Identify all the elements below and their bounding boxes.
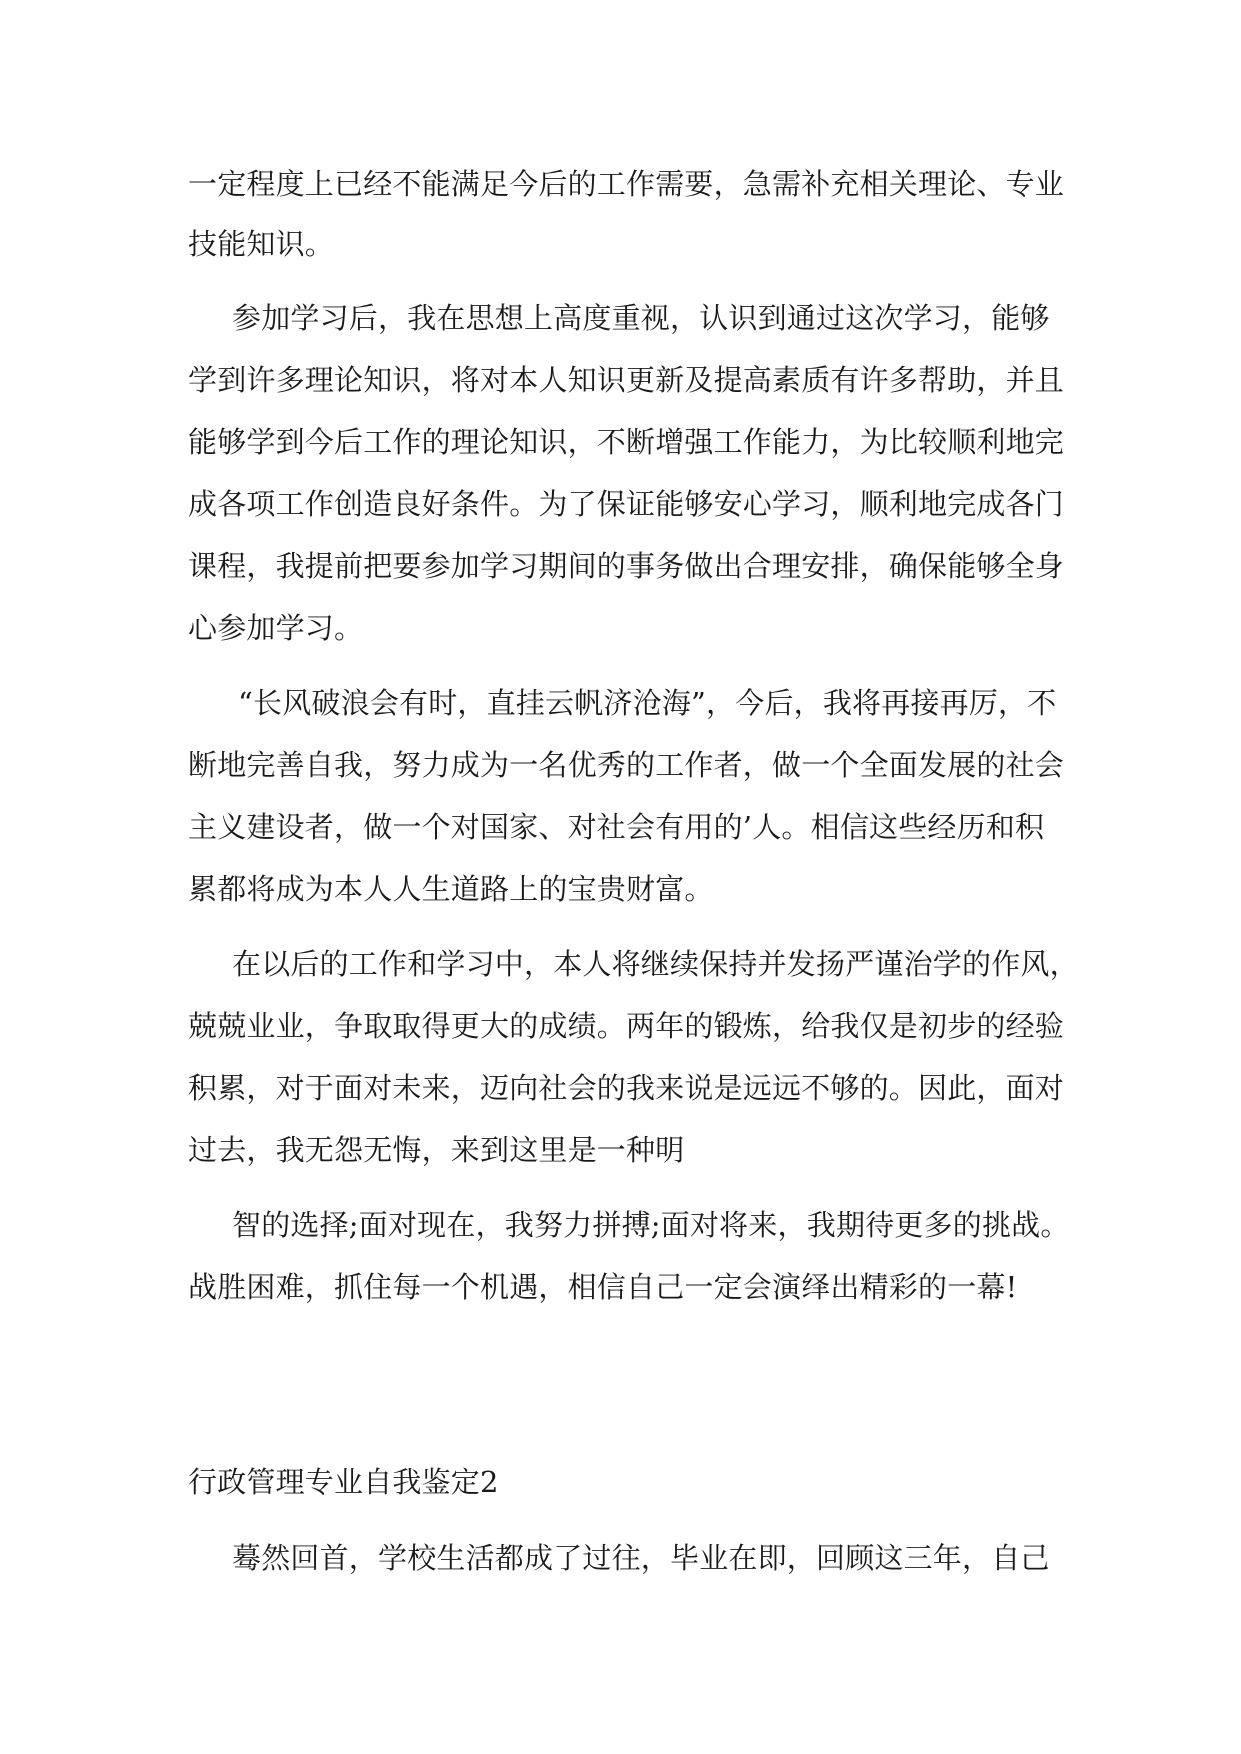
paragraph-line: 断地完善自我，努力成为一名优秀的工作者，做一个全面发展的社会 xyxy=(188,748,1065,782)
paragraph-line: “长风破浪会有时，直挂云帆济沧海”，今后，我将再接再厉，不 xyxy=(238,686,1057,720)
paragraph-line: 累都将成为本人人生道路上的宝贵财富。 xyxy=(188,872,714,906)
paragraph-line: 战胜困难，抓住每一个机遇，相信自己一定会演绎出精彩的一幕! xyxy=(188,1270,1018,1304)
paragraph-line: 课程，我提前把要参加学习期间的事务做出合理安排，确保能够全身 xyxy=(188,549,1065,583)
paragraph-line: 积累，对于面对未来，迈向社会的我来说是远远不够的。因此，面对 xyxy=(188,1071,1065,1105)
paragraph-line: 一定程度上已经不能满足今后的工作需要，急需补充相关理论、专业 xyxy=(188,167,1065,201)
paragraph-line: 过去，我无怨无悔，来到这里是一种明 xyxy=(188,1133,685,1167)
paragraph-line: 在以后的工作和学习中，本人将继续保持并发扬严谨治学的作风， xyxy=(232,947,1079,981)
paragraph-line: 心参加学习。 xyxy=(188,611,364,645)
section-heading: 行政管理专业自我鉴定2 xyxy=(188,1465,499,1499)
paragraph-line: 成各项工作创造良好条件。为了保证能够安心学习，顺利地完成各门 xyxy=(188,487,1065,521)
paragraph-line: 兢兢业业，争取取得更大的成绩。两年的锻炼，给我仅是初步的经验 xyxy=(188,1009,1065,1043)
paragraph-line: 学到许多理论知识，将对本人知识更新及提高素质有许多帮助，并且 xyxy=(188,363,1065,397)
paragraph-line: 智的选择;面对现在，我努力拼搏;面对将来，我期待更多的挑战。 xyxy=(232,1208,1070,1242)
paragraph-line: 参加学习后，我在思想上高度重视，认识到通过这次学习，能够 xyxy=(232,301,1050,335)
paragraph-line: 技能知识。 xyxy=(188,227,335,261)
paragraph-line: 能够学到今后工作的理论知识，不断增强工作能力，为比较顺利地完 xyxy=(188,425,1065,459)
paragraph-line: 蓦然回首，学校生活都成了过往，毕业在即，回顾这三年，自己 xyxy=(232,1541,1050,1575)
paragraph-line: 主义建设者，做一个对国家、对社会有用的’人。相信这些经历和积 xyxy=(188,810,1045,844)
